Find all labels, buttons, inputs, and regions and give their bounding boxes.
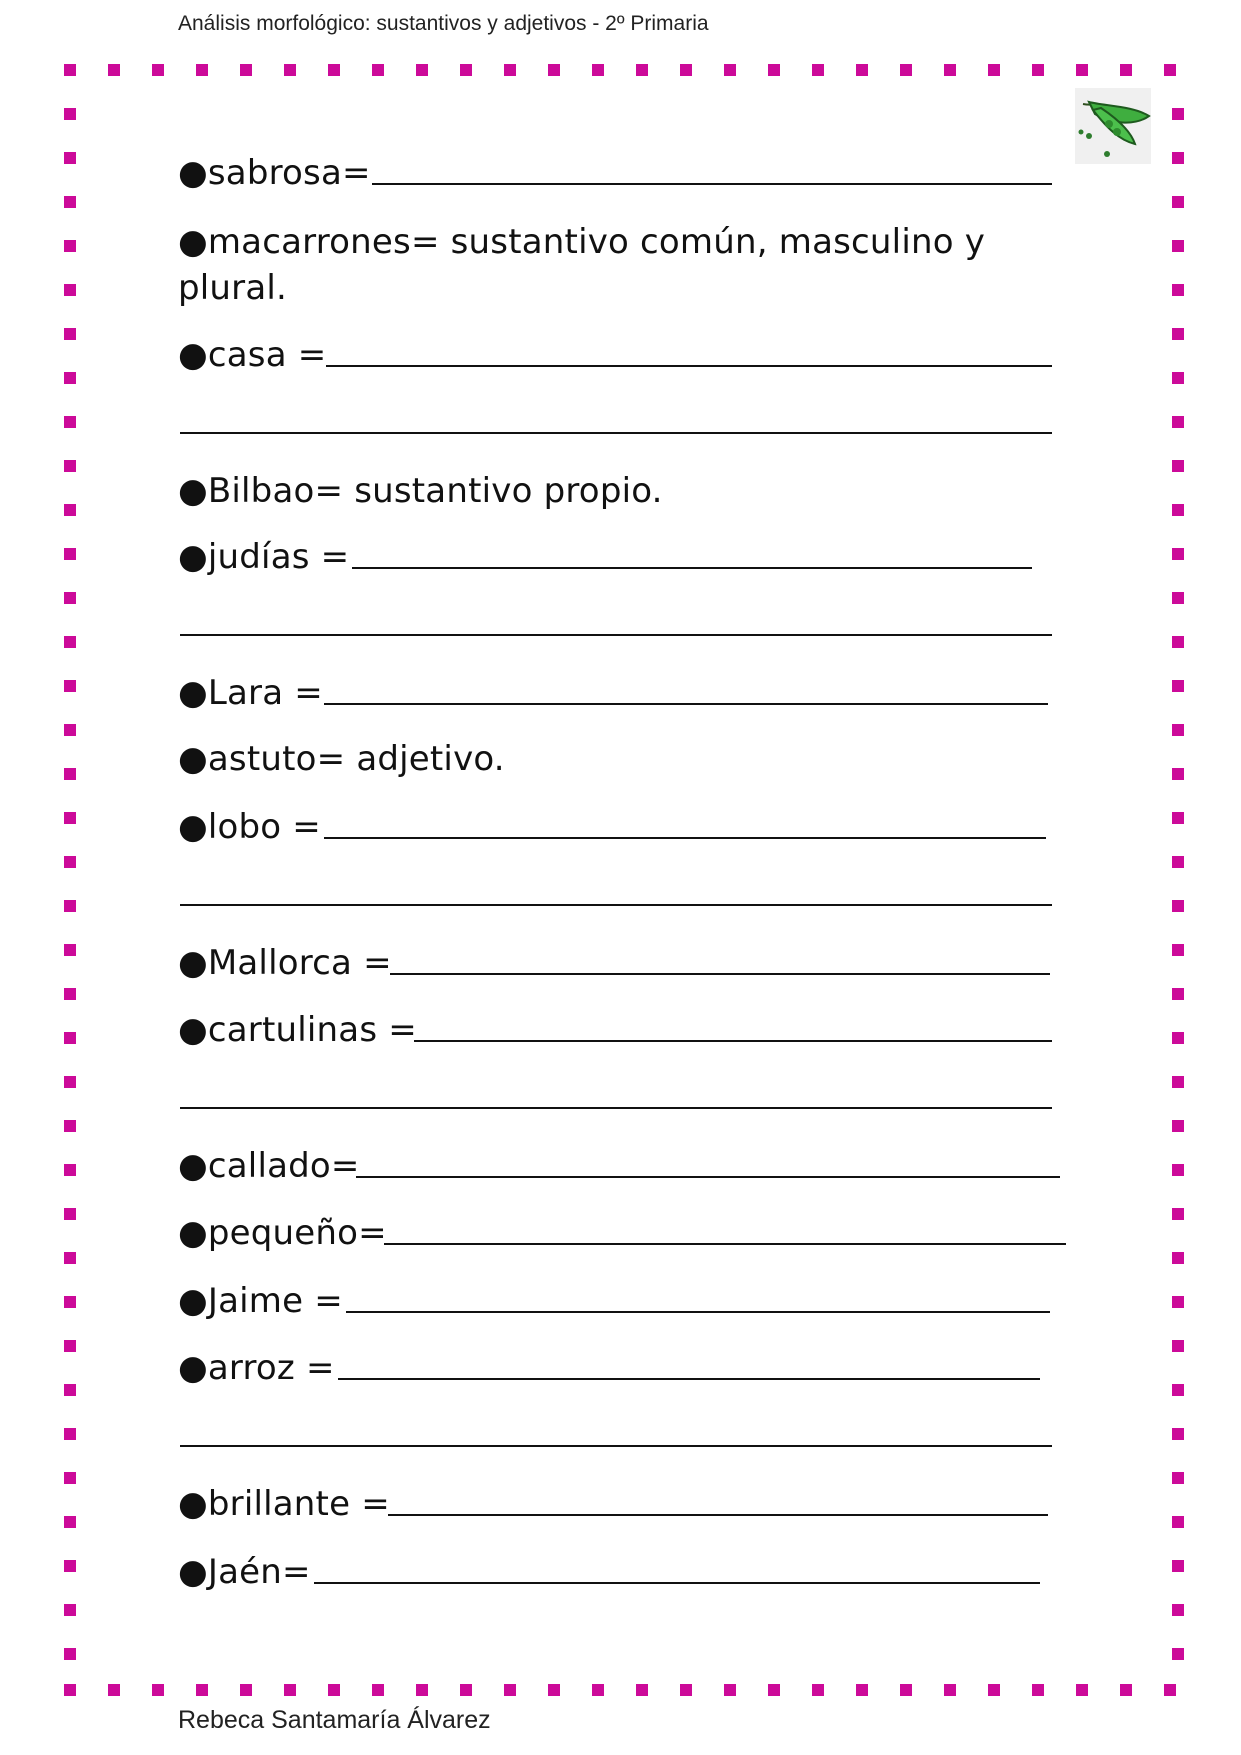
border-square (64, 1076, 76, 1088)
border-square (416, 1684, 428, 1696)
border-square (856, 1684, 868, 1696)
border-square (1172, 240, 1184, 252)
border-square (64, 64, 76, 76)
item-lobo: ●lobo = (178, 807, 321, 847)
answer-line-continuation[interactable] (180, 1107, 1052, 1109)
border-square (416, 64, 428, 76)
border-square (64, 1684, 76, 1696)
border-square (1172, 1340, 1184, 1352)
border-square (240, 64, 252, 76)
item-jaen: ●Jaén= (178, 1552, 311, 1592)
border-square (64, 1604, 76, 1616)
border-square (1172, 504, 1184, 516)
answer-line-continuation[interactable] (180, 1445, 1052, 1447)
border-square (64, 1032, 76, 1044)
border-square (1076, 64, 1088, 76)
border-square (284, 1684, 296, 1696)
border-square (548, 64, 560, 76)
border-square (64, 1252, 76, 1264)
border-square (680, 1684, 692, 1696)
border-square (900, 64, 912, 76)
answer-line[interactable] (326, 365, 1052, 367)
border-square (64, 152, 76, 164)
pea-pod-icon (1075, 88, 1151, 164)
border-square (64, 856, 76, 868)
border-square (944, 64, 956, 76)
border-square (64, 328, 76, 340)
border-square (64, 1384, 76, 1396)
border-square (1172, 1296, 1184, 1308)
border-square (988, 64, 1000, 76)
border-square (1172, 1032, 1184, 1044)
border-square (328, 1684, 340, 1696)
border-square (196, 64, 208, 76)
border-square (64, 1472, 76, 1484)
border-square (64, 680, 76, 692)
border-square (64, 372, 76, 384)
border-square (1172, 152, 1184, 164)
border-square (1172, 548, 1184, 560)
border-square (64, 1164, 76, 1176)
border-square (900, 1684, 912, 1696)
item-cartulinas: ●cartulinas = (178, 1010, 417, 1050)
border-square (1172, 636, 1184, 648)
border-square (1172, 1384, 1184, 1396)
border-square (1172, 372, 1184, 384)
border-square (1172, 1604, 1184, 1616)
border-square (152, 64, 164, 76)
border-square (1172, 988, 1184, 1000)
border-square (1172, 592, 1184, 604)
border-square (1120, 1684, 1132, 1696)
border-square (988, 1684, 1000, 1696)
border-square (592, 64, 604, 76)
item-astuto: ●astuto= adjetivo. (178, 739, 505, 779)
border-square (460, 1684, 472, 1696)
border-square (1164, 1684, 1176, 1696)
border-square (64, 1560, 76, 1572)
border-square (1076, 1684, 1088, 1696)
border-square (64, 812, 76, 824)
answer-line[interactable] (372, 183, 1052, 185)
border-square (64, 548, 76, 560)
border-square (812, 1684, 824, 1696)
answer-line[interactable] (384, 1243, 1066, 1245)
border-square (328, 64, 340, 76)
item-mallorca: ●Mallorca = (178, 943, 392, 983)
answer-line-continuation[interactable] (180, 634, 1052, 636)
border-square (724, 64, 736, 76)
item-sabrosa: ●sabrosa= (178, 153, 371, 193)
border-square (1172, 1164, 1184, 1176)
border-square (636, 1684, 648, 1696)
border-square (856, 64, 868, 76)
border-square (1172, 284, 1184, 296)
item-judias: ●judías = (178, 537, 350, 577)
border-square (1172, 812, 1184, 824)
border-square (64, 988, 76, 1000)
border-square (64, 196, 76, 208)
item-jaime: ●Jaime = (178, 1281, 343, 1321)
border-square (372, 1684, 384, 1696)
page-footer-author: Rebeca Santamaría Álvarez (178, 1706, 491, 1734)
border-square (64, 1648, 76, 1660)
border-square (64, 108, 76, 120)
border-square (1172, 944, 1184, 956)
border-square (1172, 1472, 1184, 1484)
border-square (64, 1208, 76, 1220)
border-square (64, 240, 76, 252)
border-square (196, 1684, 208, 1696)
item-lara: ●Lara = (178, 673, 323, 713)
border-square (240, 1684, 252, 1696)
border-square (284, 64, 296, 76)
border-square (1172, 680, 1184, 692)
answer-line[interactable] (390, 973, 1050, 975)
border-square (152, 1684, 164, 1696)
border-square (1172, 328, 1184, 340)
answer-line[interactable] (352, 567, 1032, 569)
border-square (548, 1684, 560, 1696)
border-square (64, 768, 76, 780)
border-square (64, 636, 76, 648)
border-square (724, 1684, 736, 1696)
border-square (64, 504, 76, 516)
border-square (460, 64, 472, 76)
border-square (1172, 460, 1184, 472)
border-square (64, 416, 76, 428)
border-square (1120, 64, 1132, 76)
border-square (64, 724, 76, 736)
item-arroz: ●arroz = (178, 1348, 335, 1388)
border-square (1172, 900, 1184, 912)
border-square (1164, 64, 1176, 76)
answer-line[interactable] (346, 1311, 1050, 1313)
item-casa: ●casa = (178, 335, 327, 375)
border-square (1172, 108, 1184, 120)
border-square (64, 1516, 76, 1528)
item-brillante: ●brillante = (178, 1484, 390, 1524)
border-square (1172, 1076, 1184, 1088)
border-square (1172, 1208, 1184, 1220)
answer-line[interactable] (414, 1040, 1052, 1042)
border-square (64, 900, 76, 912)
border-square (1032, 1684, 1044, 1696)
border-square (1172, 1120, 1184, 1132)
border-square (1172, 1560, 1184, 1572)
border-square (504, 64, 516, 76)
answer-line[interactable] (324, 837, 1046, 839)
border-square (944, 1684, 956, 1696)
border-square (768, 1684, 780, 1696)
item-macarrones: ●macarrones= sustantivo común, masculino y plural. (178, 222, 986, 308)
answer-line[interactable] (338, 1378, 1040, 1380)
border-square (372, 64, 384, 76)
border-square (1032, 64, 1044, 76)
border-square (1172, 856, 1184, 868)
border-square (64, 1428, 76, 1440)
border-square (64, 944, 76, 956)
item-pequeno: ●pequeño= (178, 1213, 387, 1253)
border-square (64, 1296, 76, 1308)
border-square (1172, 768, 1184, 780)
border-square (1172, 196, 1184, 208)
item-callado: ●callado= (178, 1146, 360, 1186)
border-square (1172, 416, 1184, 428)
border-square (680, 64, 692, 76)
border-square (1172, 1428, 1184, 1440)
border-square (108, 64, 120, 76)
answer-line[interactable] (324, 703, 1048, 705)
border-square (64, 1120, 76, 1132)
border-square (1172, 724, 1184, 736)
page-header: Análisis morfológico: sustantivos y adjetivos - 2º Primaria (178, 12, 709, 35)
border-square (768, 64, 780, 76)
border-square (64, 592, 76, 604)
border-square (812, 64, 824, 76)
border-square (1172, 1516, 1184, 1528)
border-square (1172, 1648, 1184, 1660)
border-square (64, 460, 76, 472)
border-square (64, 284, 76, 296)
item-bilbao: ●Bilbao= sustantivo propio. (178, 471, 663, 511)
answer-line[interactable] (314, 1582, 1040, 1584)
answer-line-continuation[interactable] (180, 432, 1052, 434)
border-square (64, 1340, 76, 1352)
answer-line-continuation[interactable] (180, 904, 1052, 906)
answer-line[interactable] (388, 1514, 1048, 1516)
border-square (108, 1684, 120, 1696)
border-square (592, 1684, 604, 1696)
border-square (636, 64, 648, 76)
border-square (504, 1684, 516, 1696)
border-square (1172, 1252, 1184, 1264)
answer-line[interactable] (356, 1176, 1060, 1178)
